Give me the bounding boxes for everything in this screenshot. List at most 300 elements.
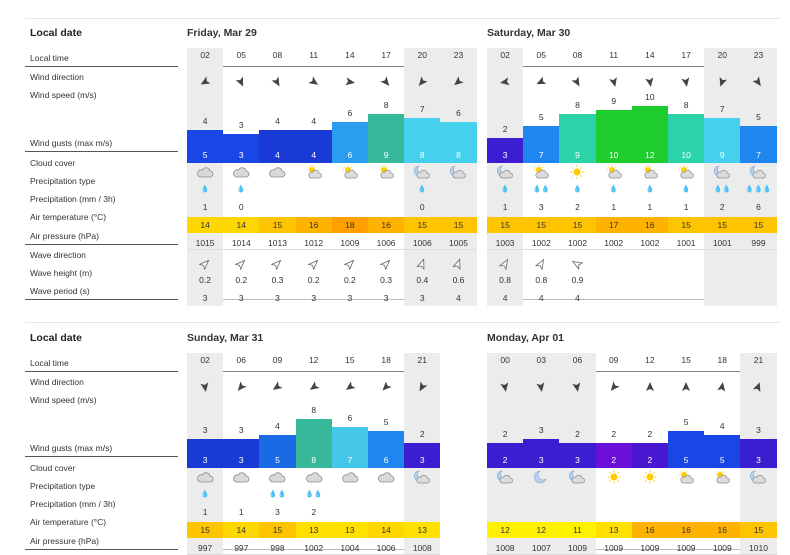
wind-gust-value: 3 xyxy=(740,453,776,468)
wind-gust-value: 3 xyxy=(559,453,595,468)
wind-speed-value: 7 xyxy=(419,104,425,114)
air-pressure-value: 1015 xyxy=(195,238,215,248)
time-cell: 06 xyxy=(236,355,247,365)
sun-cloud-icon xyxy=(377,165,395,179)
wind-direction-arrow-icon xyxy=(416,380,428,392)
label-cloud-cover: Cloud cover xyxy=(30,463,76,473)
wind-direction-arrow-icon xyxy=(499,75,511,87)
air-temperature-value: 15 xyxy=(523,217,559,233)
cloud-icon xyxy=(268,470,286,484)
wind-gust-value: 2 xyxy=(596,453,632,468)
precipitation-drop-icon: 💧💧 xyxy=(268,491,287,498)
air-pressure-value: 1006 xyxy=(376,238,396,248)
wave-height-value: 0.6 xyxy=(452,275,465,285)
row-separator xyxy=(25,66,178,67)
wave-period-value: 3 xyxy=(238,293,244,303)
time-cell: 09 xyxy=(608,355,619,365)
air-pressure-value: 998 xyxy=(270,543,285,553)
row-separator xyxy=(25,371,178,372)
air-pressure-value: 1007 xyxy=(531,543,551,553)
wave-period-value: 3 xyxy=(419,293,425,303)
wind-direction-arrow-icon xyxy=(644,75,656,87)
wind-gust-value: 3 xyxy=(223,453,259,468)
air-pressure-value: 1006 xyxy=(376,543,396,553)
time-cell: 15 xyxy=(681,355,691,365)
wind-speed-bar xyxy=(740,439,776,453)
wind-speed-bar xyxy=(704,435,740,453)
forecast-column xyxy=(223,48,259,306)
wind-speed-bar xyxy=(559,443,595,453)
wind-speed-bar xyxy=(296,130,332,148)
wave-height-value: 0.2 xyxy=(235,275,248,285)
cloud-icon xyxy=(305,470,323,484)
air-pressure-value: 1014 xyxy=(231,238,251,248)
wind-speed-value: 8 xyxy=(575,100,580,110)
moon-cloud-icon xyxy=(413,165,431,179)
air-temperature-value: 15 xyxy=(559,217,595,233)
precipitation-drop-icon: 💧 xyxy=(200,491,210,498)
wind-speed-value: 3 xyxy=(238,120,244,130)
forecast-column xyxy=(704,353,740,554)
wave-period-value: 3 xyxy=(275,293,280,303)
wind-direction-arrow-icon xyxy=(199,75,211,87)
moon-cloud-icon xyxy=(449,165,467,179)
air-temperature-value: 18 xyxy=(332,217,368,233)
label-air-pressure: Air pressure (hPa) xyxy=(30,536,99,546)
label-air-temp: Air temperature (°C) xyxy=(30,212,107,222)
label-wind-gusts: Wind gusts (max m/s) xyxy=(30,138,113,148)
precipitation-value: 1 xyxy=(202,202,208,212)
precipitation-value: 1 xyxy=(611,202,617,212)
air-temperature-value: 13 xyxy=(332,522,368,538)
wind-speed-value: 5 xyxy=(756,112,761,122)
label-wave-direction: Wave direction xyxy=(30,250,86,260)
air-pressure-value: 1008 xyxy=(412,543,432,553)
time-cell: 09 xyxy=(272,355,283,365)
wind-gust-value: 3 xyxy=(187,453,223,468)
wave-direction-arrow-icon xyxy=(199,257,211,269)
time-cell: 21 xyxy=(417,355,428,365)
time-cell: 02 xyxy=(200,50,210,60)
precipitation-value: 1 xyxy=(202,507,208,517)
wind-speed-bar xyxy=(223,439,259,453)
wind-speed-value: 6 xyxy=(347,413,353,423)
precipitation-drop-icon: 💧💧 xyxy=(532,186,550,193)
wave-period-value: 3 xyxy=(311,293,317,303)
moon-cloud-icon xyxy=(568,470,586,484)
wind-direction-arrow-icon xyxy=(271,75,283,87)
air-pressure-value: 999 xyxy=(751,238,766,248)
wind-speed-bar xyxy=(332,427,368,453)
wind-speed-value: 10 xyxy=(645,92,655,102)
air-pressure-value: 1002 xyxy=(568,238,587,248)
wind-speed-value: 5 xyxy=(683,417,689,427)
label-air-temp: Air temperature (°C) xyxy=(30,517,107,527)
wind-gust-value: 10 xyxy=(596,148,632,163)
precipitation-value: 0 xyxy=(419,202,425,212)
wind-speed-bar xyxy=(596,443,632,453)
wave-direction-arrow-icon xyxy=(499,257,511,269)
wind-direction-arrow-icon xyxy=(752,75,764,87)
day-title: Monday, Apr 01 xyxy=(487,332,565,344)
wind-speed-value: 6 xyxy=(347,108,353,118)
wind-speed-bar xyxy=(523,439,559,453)
air-temperature-value: 14 xyxy=(187,217,223,233)
wave-period-value: 4 xyxy=(575,293,580,303)
cloud-icon xyxy=(232,470,250,484)
sun-icon xyxy=(568,165,586,179)
forecast-column xyxy=(487,353,523,554)
wind-gust-value: 4 xyxy=(259,148,295,163)
day-title: Sunday, Mar 31 xyxy=(187,332,264,344)
air-temperature-value: 16 xyxy=(632,522,668,538)
air-temperature-value: 15 xyxy=(740,217,776,233)
time-cell: 23 xyxy=(453,50,464,60)
forecast-column xyxy=(259,48,295,306)
row-separator xyxy=(25,244,178,245)
label-wave-height: Wave height (m) xyxy=(30,268,93,278)
wind-direction-arrow-icon xyxy=(308,380,320,392)
wind-speed-value: 8 xyxy=(383,100,389,110)
air-temperature-value: 15 xyxy=(740,522,776,538)
wind-gust-value: 5 xyxy=(668,453,704,468)
wind-gust-value: 5 xyxy=(187,148,223,163)
wind-gust-value: 5 xyxy=(704,453,740,468)
forecast-column xyxy=(404,48,440,306)
precipitation-value: 6 xyxy=(756,202,761,212)
time-cell: 12 xyxy=(645,355,655,365)
precipitation-value: 3 xyxy=(275,507,280,517)
forecast-column xyxy=(740,353,776,554)
sun-icon xyxy=(605,470,623,484)
label-cloud-cover: Cloud cover xyxy=(30,158,76,168)
sun-cloud-icon xyxy=(641,165,659,179)
moon-cloud-icon xyxy=(713,165,731,179)
forecast-column xyxy=(668,353,704,554)
wind-gust-value: 8 xyxy=(440,148,476,163)
sun-cloud-icon xyxy=(677,165,695,179)
time-cell: 12 xyxy=(308,355,319,365)
wind-gust-value: 3 xyxy=(523,453,559,468)
wind-speed-bar xyxy=(332,122,368,148)
time-cell: 08 xyxy=(272,50,283,60)
wave-height-value: 0.8 xyxy=(499,275,511,285)
wind-direction-arrow-icon xyxy=(235,75,247,87)
wind-speed-bar xyxy=(404,118,440,148)
air-temperature-value: 12 xyxy=(487,522,523,538)
forecast-column xyxy=(668,48,704,306)
precipitation-drop-icon: 💧 xyxy=(609,186,619,193)
wind-gust-value: 6 xyxy=(368,453,404,468)
sun-cloud-icon xyxy=(713,470,731,484)
air-pressure-value: 1009 xyxy=(340,238,360,248)
precipitation-drop-icon: 💧 xyxy=(645,186,655,193)
wind-direction-arrow-icon xyxy=(571,380,583,392)
wind-gust-value: 6 xyxy=(332,148,368,163)
time-cell: 08 xyxy=(572,50,583,60)
wind-gust-value: 9 xyxy=(704,148,740,163)
forecast-column xyxy=(740,48,776,306)
day-title: Friday, Mar 29 xyxy=(187,27,257,39)
air-temperature-value: 17 xyxy=(596,217,632,233)
wave-direction-arrow-icon xyxy=(535,257,547,269)
forecast-column xyxy=(332,353,368,554)
wave-direction-arrow-icon xyxy=(416,257,428,269)
forecast-column xyxy=(296,48,332,306)
wind-gust-value: 12 xyxy=(632,148,668,163)
row-separator xyxy=(25,151,178,152)
wave-direction-arrow-icon xyxy=(308,257,320,269)
time-cell: 20 xyxy=(717,50,728,60)
air-temperature-value: 15 xyxy=(187,522,223,538)
cloud-icon xyxy=(268,165,286,179)
wave-height-value: 0.2 xyxy=(307,275,320,285)
time-cell: 05 xyxy=(536,50,547,60)
wave-direction-arrow-icon xyxy=(344,257,356,269)
label-wind-gusts: Wind gusts (max m/s) xyxy=(30,443,113,453)
wind-direction-arrow-icon xyxy=(499,380,511,392)
wind-speed-bar xyxy=(296,419,332,453)
precipitation-drop-icon: 💧💧💧 xyxy=(745,186,772,193)
wave-height-value: 0.9 xyxy=(571,275,584,285)
wind-speed-value: 4 xyxy=(719,421,725,431)
wind-gust-value: 7 xyxy=(332,453,368,468)
label-air-pressure: Air pressure (hPa) xyxy=(30,231,99,241)
wave-period-value: 3 xyxy=(347,293,353,303)
air-temperature-value: 12 xyxy=(523,522,559,538)
wave-period-value: 4 xyxy=(502,293,508,303)
wave-height-value: 0.2 xyxy=(343,275,356,285)
forecast-column xyxy=(487,48,523,306)
wind-speed-bar xyxy=(559,114,595,148)
precipitation-value: 2 xyxy=(575,202,580,212)
wind-direction-arrow-icon xyxy=(680,75,692,87)
moon-cloud-icon xyxy=(496,165,514,179)
wind-speed-bar xyxy=(368,431,404,453)
precipitation-value: 2 xyxy=(311,507,317,517)
air-temperature-value: 13 xyxy=(596,522,632,538)
wind-gust-value: 5 xyxy=(259,453,295,468)
precipitation-value: 1 xyxy=(502,202,508,212)
row-separator xyxy=(25,456,178,457)
wind-speed-bar xyxy=(259,130,295,148)
forecast-column xyxy=(523,48,559,306)
forecast-column xyxy=(596,353,632,554)
air-temperature-value: 14 xyxy=(368,522,404,538)
moon-icon xyxy=(532,470,550,484)
wind-direction-arrow-icon xyxy=(416,75,428,87)
wind-speed-bar xyxy=(596,110,632,148)
sun-cloud-icon xyxy=(341,165,359,179)
precipitation-drop-icon: 💧💧 xyxy=(304,491,323,498)
forecast-column xyxy=(596,48,632,306)
wind-speed-value: 3 xyxy=(538,425,544,435)
wind-speed-value: 3 xyxy=(202,425,208,435)
wind-direction-arrow-icon xyxy=(380,75,392,87)
wind-speed-bar xyxy=(223,134,259,148)
air-pressure-value: 997 xyxy=(198,543,213,553)
wind-speed-value: 8 xyxy=(683,100,689,110)
air-pressure-value: 1009 xyxy=(568,543,587,553)
wind-direction-arrow-icon xyxy=(271,380,283,392)
wind-gust-value: 8 xyxy=(296,453,332,468)
wind-speed-bar xyxy=(187,439,223,453)
wave-height-value: 0.4 xyxy=(416,275,429,285)
wind-speed-bar xyxy=(632,106,668,148)
wind-speed-value: 4 xyxy=(202,116,208,126)
wind-speed-value: 5 xyxy=(538,112,544,122)
wave-height-value: 0.8 xyxy=(535,275,548,285)
air-pressure-value: 1005 xyxy=(449,238,468,248)
wave-direction-arrow-icon xyxy=(271,257,283,269)
forecast-column xyxy=(559,48,595,306)
wind-direction-arrow-icon xyxy=(608,380,620,392)
moon-cloud-icon xyxy=(413,470,431,484)
wind-direction-arrow-icon xyxy=(608,75,620,87)
time-cell: 18 xyxy=(717,355,728,365)
wave-height-value: 0.3 xyxy=(271,275,284,285)
wave-direction-arrow-icon xyxy=(235,257,247,269)
air-pressure-value: 997 xyxy=(234,543,249,553)
wind-direction-arrow-icon xyxy=(380,380,392,392)
air-temperature-value: 14 xyxy=(223,522,259,538)
cloud-icon xyxy=(196,165,214,179)
wind-gust-value: 7 xyxy=(740,148,776,163)
air-pressure-value: 1009 xyxy=(640,543,660,553)
air-pressure-value: 1009 xyxy=(604,543,624,553)
forecast-column xyxy=(523,353,559,554)
air-temperature-value: 11 xyxy=(559,522,595,538)
wind-speed-bar xyxy=(704,118,740,148)
air-pressure-value: 1002 xyxy=(640,238,660,248)
wind-speed-bar xyxy=(487,138,523,148)
air-pressure-value: 1010 xyxy=(749,543,768,553)
wind-direction-arrow-icon xyxy=(199,380,211,392)
time-cell: 14 xyxy=(345,50,355,60)
air-temperature-value: 15 xyxy=(668,217,704,233)
moon-cloud-icon xyxy=(749,165,767,179)
wind-speed-value: 2 xyxy=(502,124,508,134)
air-temperature-value: 15 xyxy=(440,217,476,233)
wind-speed-bar xyxy=(740,126,776,148)
row-separator xyxy=(25,549,178,550)
time-cell: 15 xyxy=(345,355,355,365)
label-local-date: Local date xyxy=(30,27,82,39)
precipitation-drop-icon: 💧 xyxy=(500,186,510,193)
time-cell: 20 xyxy=(417,50,428,60)
wind-gust-value: 3 xyxy=(487,148,523,163)
wind-gust-value: 3 xyxy=(223,148,259,163)
time-cell: 17 xyxy=(681,50,691,60)
forecast-column xyxy=(704,48,740,306)
label-wind-speed: Wind speed (m/s) xyxy=(30,395,97,405)
air-temperature-value: 15 xyxy=(704,217,740,233)
wave-height-value: 0.2 xyxy=(199,275,211,285)
wind-direction-arrow-icon xyxy=(344,380,356,392)
precipitation-drop-icon: 💧 xyxy=(681,186,691,193)
forecast-column xyxy=(404,353,440,554)
label-wave-period: Wave period (s) xyxy=(30,286,90,296)
wind-speed-bar xyxy=(404,443,440,453)
wind-speed-value: 9 xyxy=(611,96,617,106)
wind-speed-value: 2 xyxy=(419,429,425,439)
air-temperature-value: 16 xyxy=(704,522,740,538)
wind-direction-arrow-icon xyxy=(644,380,656,392)
forecast-column xyxy=(332,48,368,306)
wind-direction-arrow-icon xyxy=(235,380,247,392)
time-cell: 00 xyxy=(500,355,510,365)
wind-direction-arrow-icon xyxy=(344,75,356,87)
air-pressure-value: 1008 xyxy=(495,543,515,553)
air-pressure-value: 1004 xyxy=(340,543,360,553)
time-cell: 02 xyxy=(200,355,210,365)
air-temperature-value: 15 xyxy=(487,217,523,233)
time-cell: 03 xyxy=(536,355,547,365)
time-cell: 11 xyxy=(309,50,319,60)
precipitation-drop-icon: 💧 xyxy=(200,186,210,193)
cloud-icon xyxy=(377,470,395,484)
wind-direction-arrow-icon xyxy=(571,75,583,87)
wave-period-value: 3 xyxy=(202,293,208,303)
wind-speed-bar xyxy=(632,443,668,453)
air-pressure-value: 1009 xyxy=(712,543,732,553)
wave-direction-arrow-icon xyxy=(380,257,392,269)
wind-speed-value: 2 xyxy=(647,429,653,439)
row-separator xyxy=(25,299,178,300)
precipitation-drop-icon: 💧💧 xyxy=(713,186,731,193)
air-pressure-value: 1006 xyxy=(412,238,432,248)
wind-direction-arrow-icon xyxy=(680,380,692,392)
label-local-time: Local time xyxy=(30,53,69,63)
forecast-column xyxy=(259,353,295,554)
wind-speed-value: 2 xyxy=(611,429,617,439)
wave-height-value: 0.3 xyxy=(380,275,392,285)
wave-period-value: 4 xyxy=(456,293,461,303)
wind-direction-arrow-icon xyxy=(308,75,320,87)
air-pressure-value: 1003 xyxy=(495,238,515,248)
wind-speed-bar xyxy=(440,122,476,148)
air-pressure-value: 1013 xyxy=(268,238,287,248)
time-cell: 06 xyxy=(572,355,583,365)
sun-cloud-icon xyxy=(605,165,623,179)
label-precip: Precipitation (mm / 3h) xyxy=(30,194,116,204)
precipitation-drop-icon: 💧 xyxy=(573,186,582,193)
cloud-icon xyxy=(232,165,250,179)
wind-speed-value: 4 xyxy=(275,116,280,126)
time-cell: 02 xyxy=(500,50,510,60)
wind-gust-value: 4 xyxy=(296,148,332,163)
air-temperature-value: 13 xyxy=(404,522,440,538)
air-pressure-value: 1001 xyxy=(712,238,732,248)
air-pressure-value: 1002 xyxy=(304,543,324,553)
air-pressure-value: 1012 xyxy=(304,238,324,248)
precipitation-drop-icon: 💧 xyxy=(236,186,246,193)
wave-period-value: 3 xyxy=(383,293,389,303)
forecast-column xyxy=(187,353,223,554)
label-precip-type: Precipitation type xyxy=(30,481,96,491)
time-cell: 23 xyxy=(753,50,764,60)
time-cell: 14 xyxy=(645,50,655,60)
forecast-column xyxy=(368,48,404,306)
moon-cloud-icon xyxy=(496,470,514,484)
forecast-column xyxy=(187,48,223,306)
wind-speed-value: 7 xyxy=(719,104,725,114)
moon-cloud-icon xyxy=(749,470,767,484)
time-cell: 21 xyxy=(753,355,764,365)
wind-direction-arrow-icon xyxy=(452,75,464,87)
label-wind-speed: Wind speed (m/s) xyxy=(30,90,97,100)
wind-speed-value: 2 xyxy=(502,429,508,439)
